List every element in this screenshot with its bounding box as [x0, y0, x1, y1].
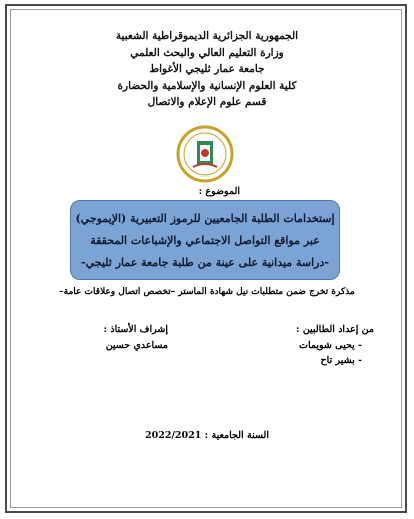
header-line-country: الجمهورية الجزائرية الديموقراطية الشعبية	[115, 30, 299, 42]
supervisor-label: إشراف الأستاذ :	[103, 324, 168, 335]
memo-description: مذكرة تخرج ضمن متطلبات نيل شهادة الماستر –تخصص اتصال وعلاقات عامة–	[59, 287, 355, 297]
svg-text:·········: ·········	[199, 175, 211, 179]
thesis-title-box	[70, 200, 340, 280]
header-line-university: جامعة عمار ثليجي الأغواط	[149, 63, 265, 75]
supervisor-block	[58, 322, 168, 353]
title-line-1: إستخدامات الطلبة الجامعيين للرموز التعبيرية (الإيموجي)	[75, 211, 335, 225]
header-line-ministry: وزارة التعليم العالي والبحث العلمي	[130, 46, 284, 59]
institution-header	[0, 28, 414, 111]
students-label: من إعداد الطالبين :	[296, 324, 374, 335]
title-line-2: عبر مواقع التواصل الاجتماعي والإشباعات المحققة	[90, 233, 320, 247]
student-name: - بشير تاح	[320, 355, 362, 366]
supervisor-name: مساعدي حسين	[105, 340, 168, 351]
title-line-3: -دراسة ميدانية على عينة من طلبة جامعة عمار ثليجي-	[81, 255, 329, 269]
header-line-department: قسم علوم الإعلام والاتصال	[147, 96, 267, 108]
university-seal-icon	[176, 125, 234, 183]
subject-label: الموضوع :	[198, 186, 240, 197]
academic-year: السنة الجامعية : 2022/2021	[145, 430, 269, 441]
student-name: - يحيى شويمات	[299, 340, 362, 351]
students-block	[296, 322, 374, 368]
header-line-faculty: كلية العلوم الإنسانية والإسلامية والحضارة	[117, 79, 297, 92]
